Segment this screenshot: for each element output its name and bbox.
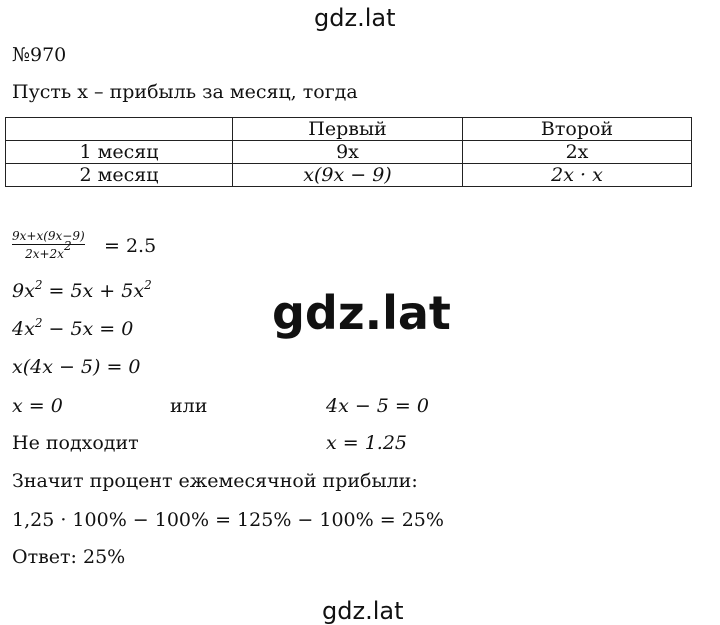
fraction-numerator: 9x+x(9x−9) [12,229,85,243]
equation-line-3: $4x^2 - 5x = 0$ [12,316,134,340]
fraction-denominator: $2x+2x^2$ [25,239,72,261]
table-cell: 9x [233,141,463,164]
table-cell: 1 месяц [6,141,233,164]
site-footer: gdz.lat [322,597,404,625]
table-header-cell: Второй [463,118,692,141]
equation-fraction [12,229,85,261]
table-cell: 2x [463,141,692,164]
data-table [5,117,692,187]
table-header-cell: Первый [233,118,463,141]
equation-line-6-left: Не подходит [12,432,139,454]
equation-line-2: $9x^2 = 5x + 5x^2$ [12,278,152,302]
table-header-cell [6,118,233,141]
equation-line-5-mid: или [170,395,208,417]
equation-line-6-right: x = 1.25 [326,432,408,454]
calculation-line: 1,25 · 100% − 100% = 125% − 100% = 25% [12,509,444,531]
equation-line-4: x(4x − 5) = 0 [12,356,141,378]
table-cell: 2 месяц [6,164,233,187]
answer-text: Ответ: 25% [12,546,126,568]
equation-line-5-right: 4x − 5 = 0 [326,395,429,417]
center-watermark: gdz.lat [272,286,451,340]
table-row [6,118,692,141]
table-cell: 2x · x [463,164,692,187]
site-header: gdz.lat [314,4,396,32]
problem-intro: Пусть x – прибыль за месяц, тогда [12,81,358,103]
table-cell: x(9x − 9) [233,164,463,187]
equation-line-5-left: x = 0 [12,395,63,417]
table-row [6,164,692,187]
conclusion-text: Значит процент ежемесячной прибыли: [12,470,418,492]
fraction-rhs: = 2.5 [104,235,157,257]
table-row [6,141,692,164]
problem-number: №970 [12,44,67,66]
